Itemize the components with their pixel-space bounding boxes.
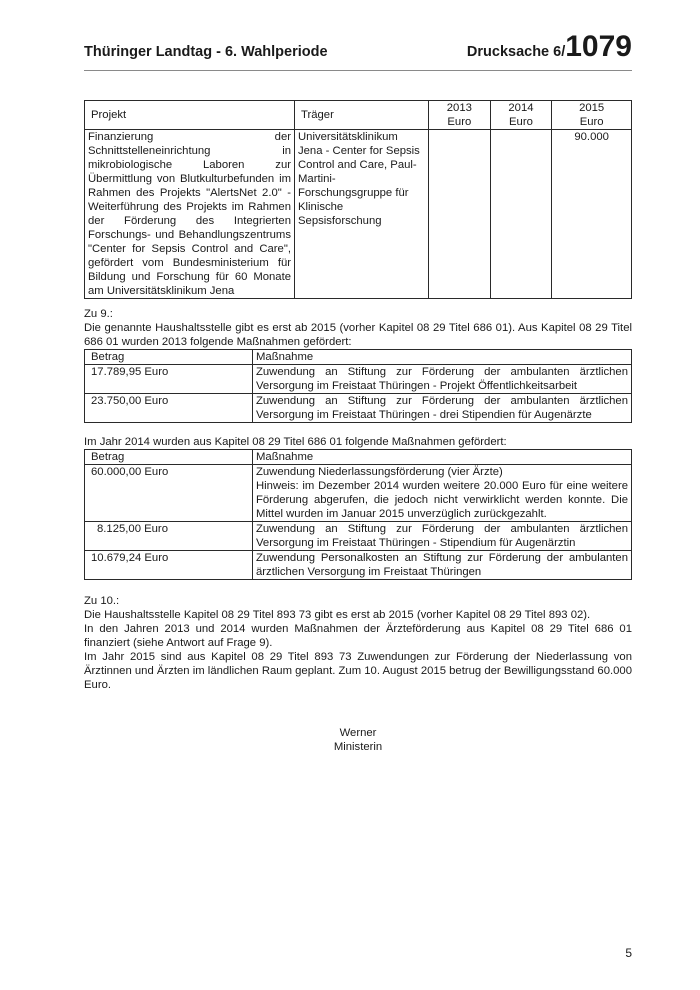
table-header-row bbox=[85, 350, 632, 365]
measure-cell: Zuwendung an Stiftung zur Förderung der ambulanten ärztlichen Versorgung im Freistaat Thüringen - drei Stipendien für Augenärzte bbox=[253, 394, 632, 423]
column-header: 2013 Euro bbox=[429, 101, 491, 130]
table-row bbox=[85, 551, 632, 580]
amount-cell: 60.000,00 Euro bbox=[85, 465, 253, 522]
section-heading-zu10: Zu 10.: bbox=[84, 595, 120, 607]
section-heading-zu9: Zu 9.: bbox=[84, 308, 113, 320]
table-row bbox=[85, 365, 632, 394]
zu10-paragraph: Im Jahr 2015 sind aus Kapitel 08 29 Titel 893 73 Zuwendungen zur Förderung der Niederlassung von Ärztinnen und Ärzten im ländlichen Raum geplant. Zum 10. August 2015 betrug der Bewilligungsstand 60.000 Euro. bbox=[84, 651, 632, 691]
document-number-value: 1079 bbox=[565, 30, 632, 63]
measure-cell: Zuwendung Niederlassungsförderung (vier Ärzte) Hinweis: im Dezember 2014 wurden weitere 20.000 Euro für eine weitere Förderung abgerufen, die jedoch nicht verwirklicht werden konnte. Die Mittel wurden im Januar 2015 unverzüglich zurückgezahlt. bbox=[253, 465, 632, 522]
table-header-row bbox=[85, 450, 632, 465]
measure-cell: Zuwendung an Stiftung zur Förderung der ambulanten ärztlichen Versorgung im Freistaat Thüringen - Projekt Öffentlichkeitsarbeit bbox=[253, 365, 632, 394]
amount-cell: 8.125,00 Euro bbox=[85, 522, 253, 551]
column-header: Maßnahme bbox=[253, 350, 632, 365]
table-row bbox=[85, 130, 632, 299]
signature-title: Ministerin bbox=[333, 741, 383, 753]
amount-cell: 23.750,00 Euro bbox=[85, 394, 253, 423]
amount-cell: 10.679,24 Euro bbox=[85, 551, 253, 580]
column-header: Betrag bbox=[85, 350, 253, 365]
column-header: 2014 Euro bbox=[490, 101, 552, 130]
header-title: Thüringer Landtag - 6. Wahlperiode bbox=[84, 44, 328, 60]
amount-2013-cell bbox=[429, 130, 491, 299]
zu10-paragraph: Die Haushaltsstelle Kapitel 08 29 Titel 893 73 gibt es erst ab 2015 (vorher Kapitel 08 29 Titel 893 02). bbox=[84, 609, 591, 621]
signature-name: Werner bbox=[339, 727, 377, 739]
project-table bbox=[84, 100, 632, 299]
measures-2014-table bbox=[84, 449, 632, 580]
amount-2015-cell: 90.000 bbox=[552, 130, 632, 299]
table-header-row bbox=[85, 101, 632, 130]
measure-cell: Zuwendung an Stiftung zur Förderung der ambulanten ärztlichen Versorgung im Freistaat Thüringen - Stipendium für Augenärztin bbox=[253, 522, 632, 551]
document-number bbox=[467, 30, 632, 64]
column-header: 2015 Euro bbox=[552, 101, 632, 130]
measures-2013-table bbox=[84, 349, 632, 423]
measure-cell: Zuwendung Personalkosten an Stiftung zur Förderung der ambulanten ärztlichen Versorgung im Freistaat Thüringen bbox=[253, 551, 632, 580]
amount-2014-cell bbox=[490, 130, 552, 299]
zu10-paragraph: In den Jahren 2013 und 2014 wurden Maßnahmen der Ärzteförderung aus Kapitel 08 29 Titel 686 01 finanziert (siehe Antwort auf Frage 9). bbox=[84, 623, 632, 649]
page-content bbox=[84, 100, 632, 754]
page-number: 5 bbox=[625, 946, 632, 960]
column-header: Maßnahme bbox=[253, 450, 632, 465]
header-divider bbox=[84, 70, 632, 71]
table-row bbox=[85, 465, 632, 522]
document-number-label: Drucksache 6/ bbox=[466, 44, 566, 60]
project-cell: Finanzierung der Schnittstelleneinrichtung in mikrobiologische Laboren zur Übermittlung von Blutkulturbefunden im Rahmen des Projekts "AlertsNet 2.0" -Weiterführung des Projekts im Rahmen der Förderung des Integrierten Forschungs- und Behandlungszentrums "Center for Sepsis Control and Care", gefördert vom Bundesministerium für Bildung und Forschung für 60 Monate am Universitätsklinikum Jena bbox=[85, 130, 295, 299]
year-2014-text: Im Jahr 2014 wurden aus Kapitel 08 29 Titel 686 01 folgende Maßnahmen gefördert: bbox=[84, 436, 507, 448]
zu9-text: Die genannte Haushaltsstelle gibt es erst ab 2015 (vorher Kapitel 08 29 Titel 686 01). Aus Kapitel 08 29 Titel 686 01 wurden 2013 folgende Maßnahmen gefördert: bbox=[84, 322, 632, 348]
sponsor-cell: Universitätsklinikum Jena - Center for Sepsis Control and Care, Paul-Martini-Forschungsgruppe für Klinische Sepsisforschung bbox=[295, 130, 429, 299]
table-row bbox=[85, 522, 632, 551]
column-header: Betrag bbox=[85, 450, 253, 465]
amount-cell: 17.789,95 Euro bbox=[85, 365, 253, 394]
column-header: Träger bbox=[295, 101, 429, 130]
table-row bbox=[85, 394, 632, 423]
column-header: Projekt bbox=[85, 101, 295, 130]
